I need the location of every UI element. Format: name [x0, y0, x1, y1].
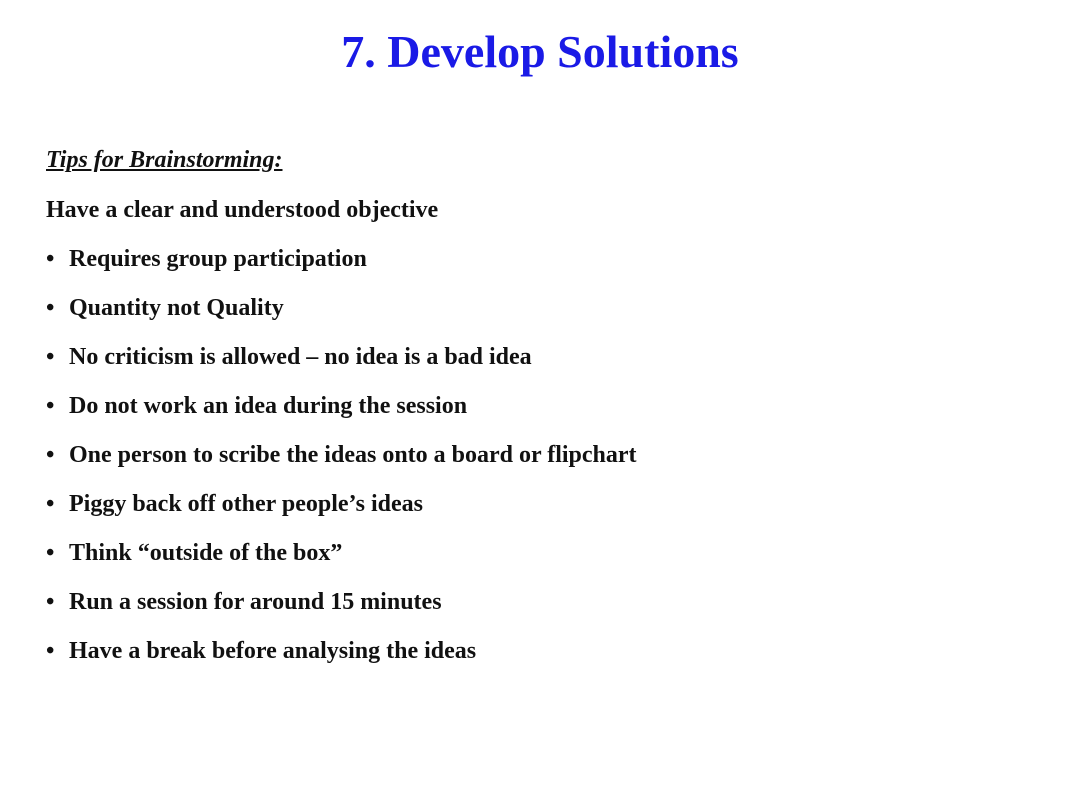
tip-text: Have a break before analysing the ideas [69, 638, 477, 664]
slide-title: 7. Develop Solutions [341, 26, 739, 77]
tip-text: Do not work an idea during the session [69, 393, 468, 419]
bullet-icon: • [46, 295, 55, 321]
tip-text: Run a session for around 15 minutes [69, 589, 442, 615]
tip-text: Think “outside of the box” [69, 540, 343, 566]
intro-line: Have a clear and understood objective [46, 197, 439, 223]
tip-text: Requires group participation [69, 246, 367, 272]
list-item [46, 390, 637, 439]
list-item [46, 586, 637, 635]
tips-list [46, 243, 637, 684]
bullet-icon: • [46, 393, 55, 419]
list-item [46, 341, 637, 390]
list-item [46, 243, 637, 292]
bullet-icon: • [46, 246, 55, 272]
bullet-icon: • [46, 540, 55, 566]
tip-text: Quantity not Quality [69, 295, 284, 321]
bullet-icon: • [46, 491, 55, 517]
list-item [46, 635, 637, 684]
list-item [46, 292, 637, 341]
tip-text: One person to scribe the ideas onto a board or flipchart [69, 442, 637, 468]
list-item [46, 537, 637, 586]
tip-text: No criticism is allowed – no idea is a bad idea [69, 344, 532, 370]
bullet-icon: • [46, 638, 55, 664]
bullet-icon: • [46, 344, 55, 370]
tip-text: Piggy back off other people’s ideas [69, 491, 423, 517]
section-heading: Tips for Brainstorming: [46, 147, 283, 173]
bullet-icon: • [46, 589, 55, 615]
list-item [46, 439, 637, 488]
list-item [46, 488, 637, 537]
bullet-icon: • [46, 442, 55, 468]
